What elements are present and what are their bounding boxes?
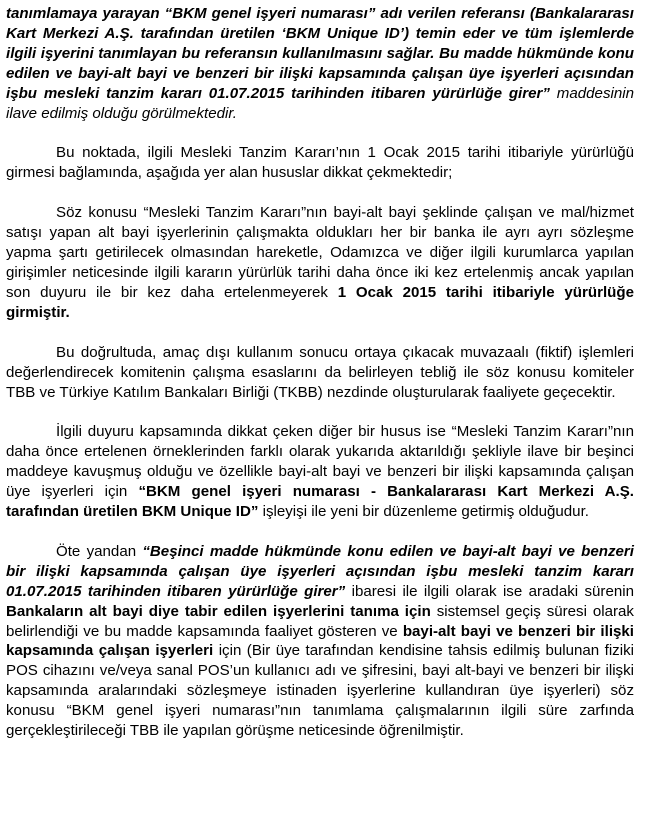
paragraph-3-bold: 1 Ocak 2015 tarihi itibariyle yürürlüğe girmiştir. — [6, 283, 635, 321]
paragraph-5-text: İlgili duyuru kapsamında dikkat çeken diğer bir husus ise “Mesleki Tanzim Kararı”nın daha önce ertelenen örneklerinden farklı olarak yukarıda aktarıldığı şekliyle ilave bir beşinci maddeye kavuşmuş olduğu ve özellikle bayi-alt bayi ve benzeri bir ilişki kapsamında çalışan üye işyerleri için — [6, 423, 634, 501]
spacer — [6, 402, 634, 422]
spacer — [6, 183, 634, 203]
paragraph-6-text-2: sistemsel geçiş süresi olarak belirlendiği ve bu madde kapsamında faaliyet gösteren ve — [6, 602, 634, 640]
paragraph-1 — [6, 4, 634, 123]
document-page — [0, 4, 646, 824]
paragraph-1-bold-italic: tanımlamaya yarayan “BKM genel işyeri numarası” adı verilen referansı (Bankalararası Kart Merkezi A.Ş. tarafından üretilen ‘BKM Unique ID’) temin eder ve tüm işlemlerde ilgili işyerini tanımlayan bu referansın kullanılmasını sağlar. Bu madde hükmünde konu edilen ve bayi-alt bayi ve benzeri bir ilişki kapsamında çalışan üye işyerleri açısından işbu mesleki tanzim kararı 01.07.2015 tarihinden itibaren yürürlüğe girer” — [6, 5, 634, 102]
paragraph-6-text-1: ibaresi ile ilgili olarak ise aradaki sürenin — [345, 582, 634, 600]
paragraph-5-tail: işleyişi ile yeni bir düzenleme getirmiş olduğudur. — [258, 503, 589, 521]
paragraph-3-text: Söz konusu “Mesleki Tanzim Kararı”nın bayi-alt bayi şeklinde çalışan ve mal/hizmet satışı yapan alt bayi işyerlerinin çalışmakta oldukları her bir banka ile ayrı ayrı sözleşme yapma şartı getirilecek olmasından hareketle, Odamızca ve diğer ilgili kurumlarca yapılan girişimler neticesinde ilgili kararın yürürlük tarihi daha önce iki kez ertelenmiş ancak yapılan son duyuru ile bir kez daha ertelenmeyerek — [6, 204, 634, 301]
paragraph-4-text: Bu doğrultuda, amaç dışı kullanım sonucu ortaya çıkacak muvazaalı (fiktif) işlemleri değerlendirecek komitenin çalışma esaslarını da belirleyen tebliğ ile söz konusu komiteler TBB ve Türkiye Katılım Bankaları Birliği (TKBB) nezdinde oluşturularak faaliyete geçecektir. — [6, 343, 634, 401]
paragraph-6 — [6, 542, 634, 741]
paragraph-5 — [6, 422, 634, 522]
paragraph-4 — [6, 343, 634, 403]
paragraph-2-text: Bu noktada, ilgili Mesleki Tanzim Kararı’nın 1 Ocak 2015 tarihi itibariyle yürürlüğü girmesi bağlamında, aşağıda yer alan hususlar dikkat çekmektedir; — [6, 144, 634, 182]
spacer — [6, 522, 634, 542]
paragraph-6-bold-italic: “Beşinci madde hükmünde konu edilen ve bayi-alt bayi ve benzeri bir ilişki kapsamında çalışan üye işyerleri açısından işbu mesleki tanzim kararı 01.07.2015 tarihinden itibaren yürürlüğe girer” — [6, 542, 634, 600]
paragraph-6-lead: Öte yandan — [56, 542, 143, 560]
paragraph-6-text-3: için (Bir üye tarafından kendisine tahsis edilmiş bulunan fiziki POS cihazını ve/veya sanal POS’un kullanıcı adı ve şifresini, bayi alt-bayi ve benzeri bir ilişki kapsamında aralarındaki sözleşmeye istinaden işyerlerine kullandıran üye işyerleri) söz konusu “BKM genel işyeri numarası”nın tanımlama çalışmalarının ilgili süre zarfında gerçekleştirileceği TBB ile yapılan görüşme neticesinde öğrenilmiştir. — [6, 642, 634, 740]
spacer — [6, 323, 634, 343]
paragraph-3 — [6, 203, 634, 322]
paragraph-6-bold-2: bayi-alt bayi ve benzeri bir ilişki kapsamında çalışan işyerleri — [6, 622, 634, 660]
paragraph-6-bold-1: Bankaların alt bayi diye tabir edilen işyerlerini tanıma için — [6, 602, 431, 620]
paragraph-5-bold: “BKM genel işyeri numarası - Bankalararası Kart Merkezi A.Ş. tarafından üretilen BKM Unique ID” — [6, 483, 634, 521]
spacer — [6, 123, 634, 143]
paragraph-1-tail: maddesinin ilave edilmiş olduğu görülmektedir. — [6, 84, 634, 122]
paragraph-2 — [6, 143, 634, 183]
